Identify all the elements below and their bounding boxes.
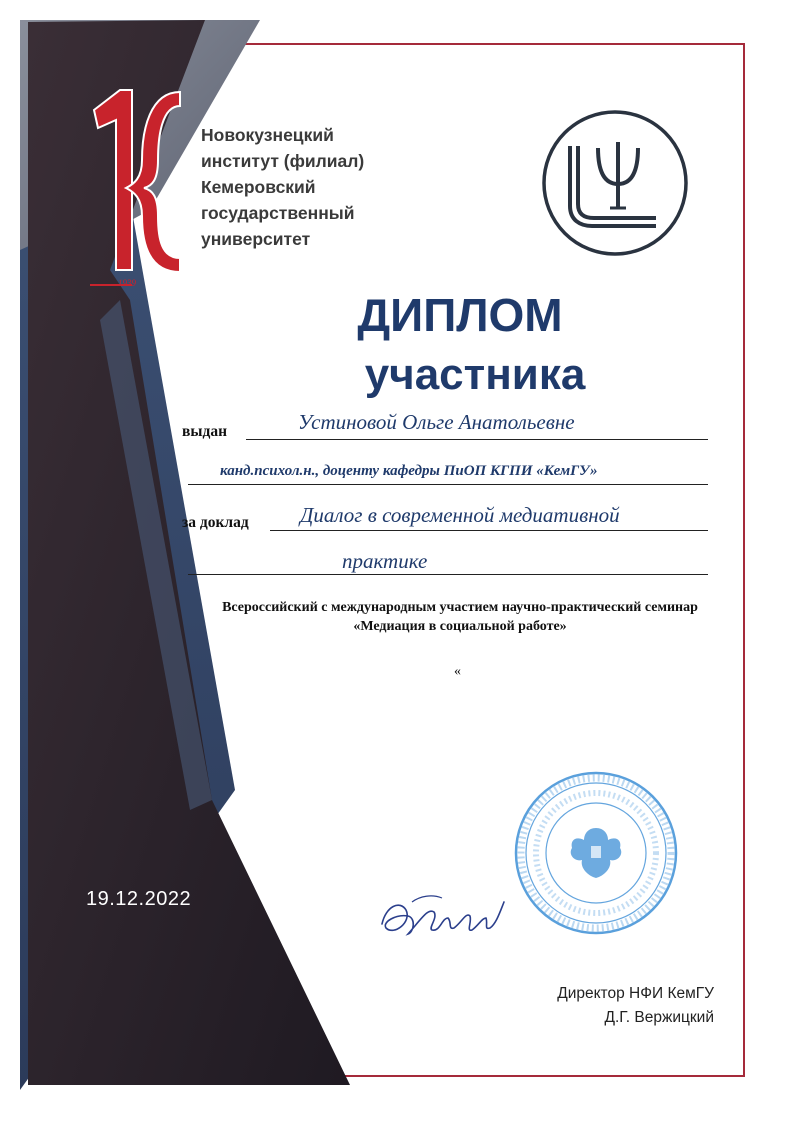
diploma-title: ДИПЛОМ [357, 289, 563, 341]
university-name [201, 122, 411, 252]
logo-year: 1939 [118, 278, 136, 288]
seminar-name [180, 598, 740, 636]
director-block [430, 982, 714, 1030]
official-stamp-icon [508, 768, 684, 938]
stray-quote-mark: « [454, 664, 461, 679]
university-name-line: Новокузнецкий [201, 125, 334, 145]
director-signature-icon [372, 888, 516, 944]
report-title-line-2: практике [342, 549, 428, 573]
director-title: Директор НФИ КемГУ [557, 985, 714, 1002]
diploma-subtitle: участника [364, 350, 586, 399]
recipient-position: канд.психол.н., доценту кафедры ПиОП КГПИ «КемГУ» [220, 463, 598, 479]
university-name-line: институт (филиал) [201, 151, 365, 171]
university-name-line: Кемеровский [201, 177, 316, 197]
position-line [188, 484, 708, 485]
recipient-name: Устиновой Ольге Анатольевне [298, 410, 575, 434]
university-logo-icon [80, 80, 200, 300]
director-name: Д.Г. Вержицкий [604, 1009, 714, 1026]
recipient-line [246, 439, 708, 440]
seminar-line: «Медиация в социальной работе» [353, 619, 567, 634]
psychology-emblem-icon [540, 108, 690, 258]
seminar-line: Всероссийский с международным участием научно-практический семинар [222, 600, 698, 615]
issued-label: выдан [182, 423, 227, 440]
report-title-line-1: Диалог в современной медиативной [300, 503, 620, 527]
university-name-line: университет [201, 229, 311, 249]
university-name-line: государственный [201, 203, 355, 223]
report-label: за доклад [182, 514, 249, 531]
issue-date: 19.12.2022 [86, 888, 192, 910]
report-line-1 [270, 530, 708, 531]
report-line-2 [188, 574, 708, 575]
